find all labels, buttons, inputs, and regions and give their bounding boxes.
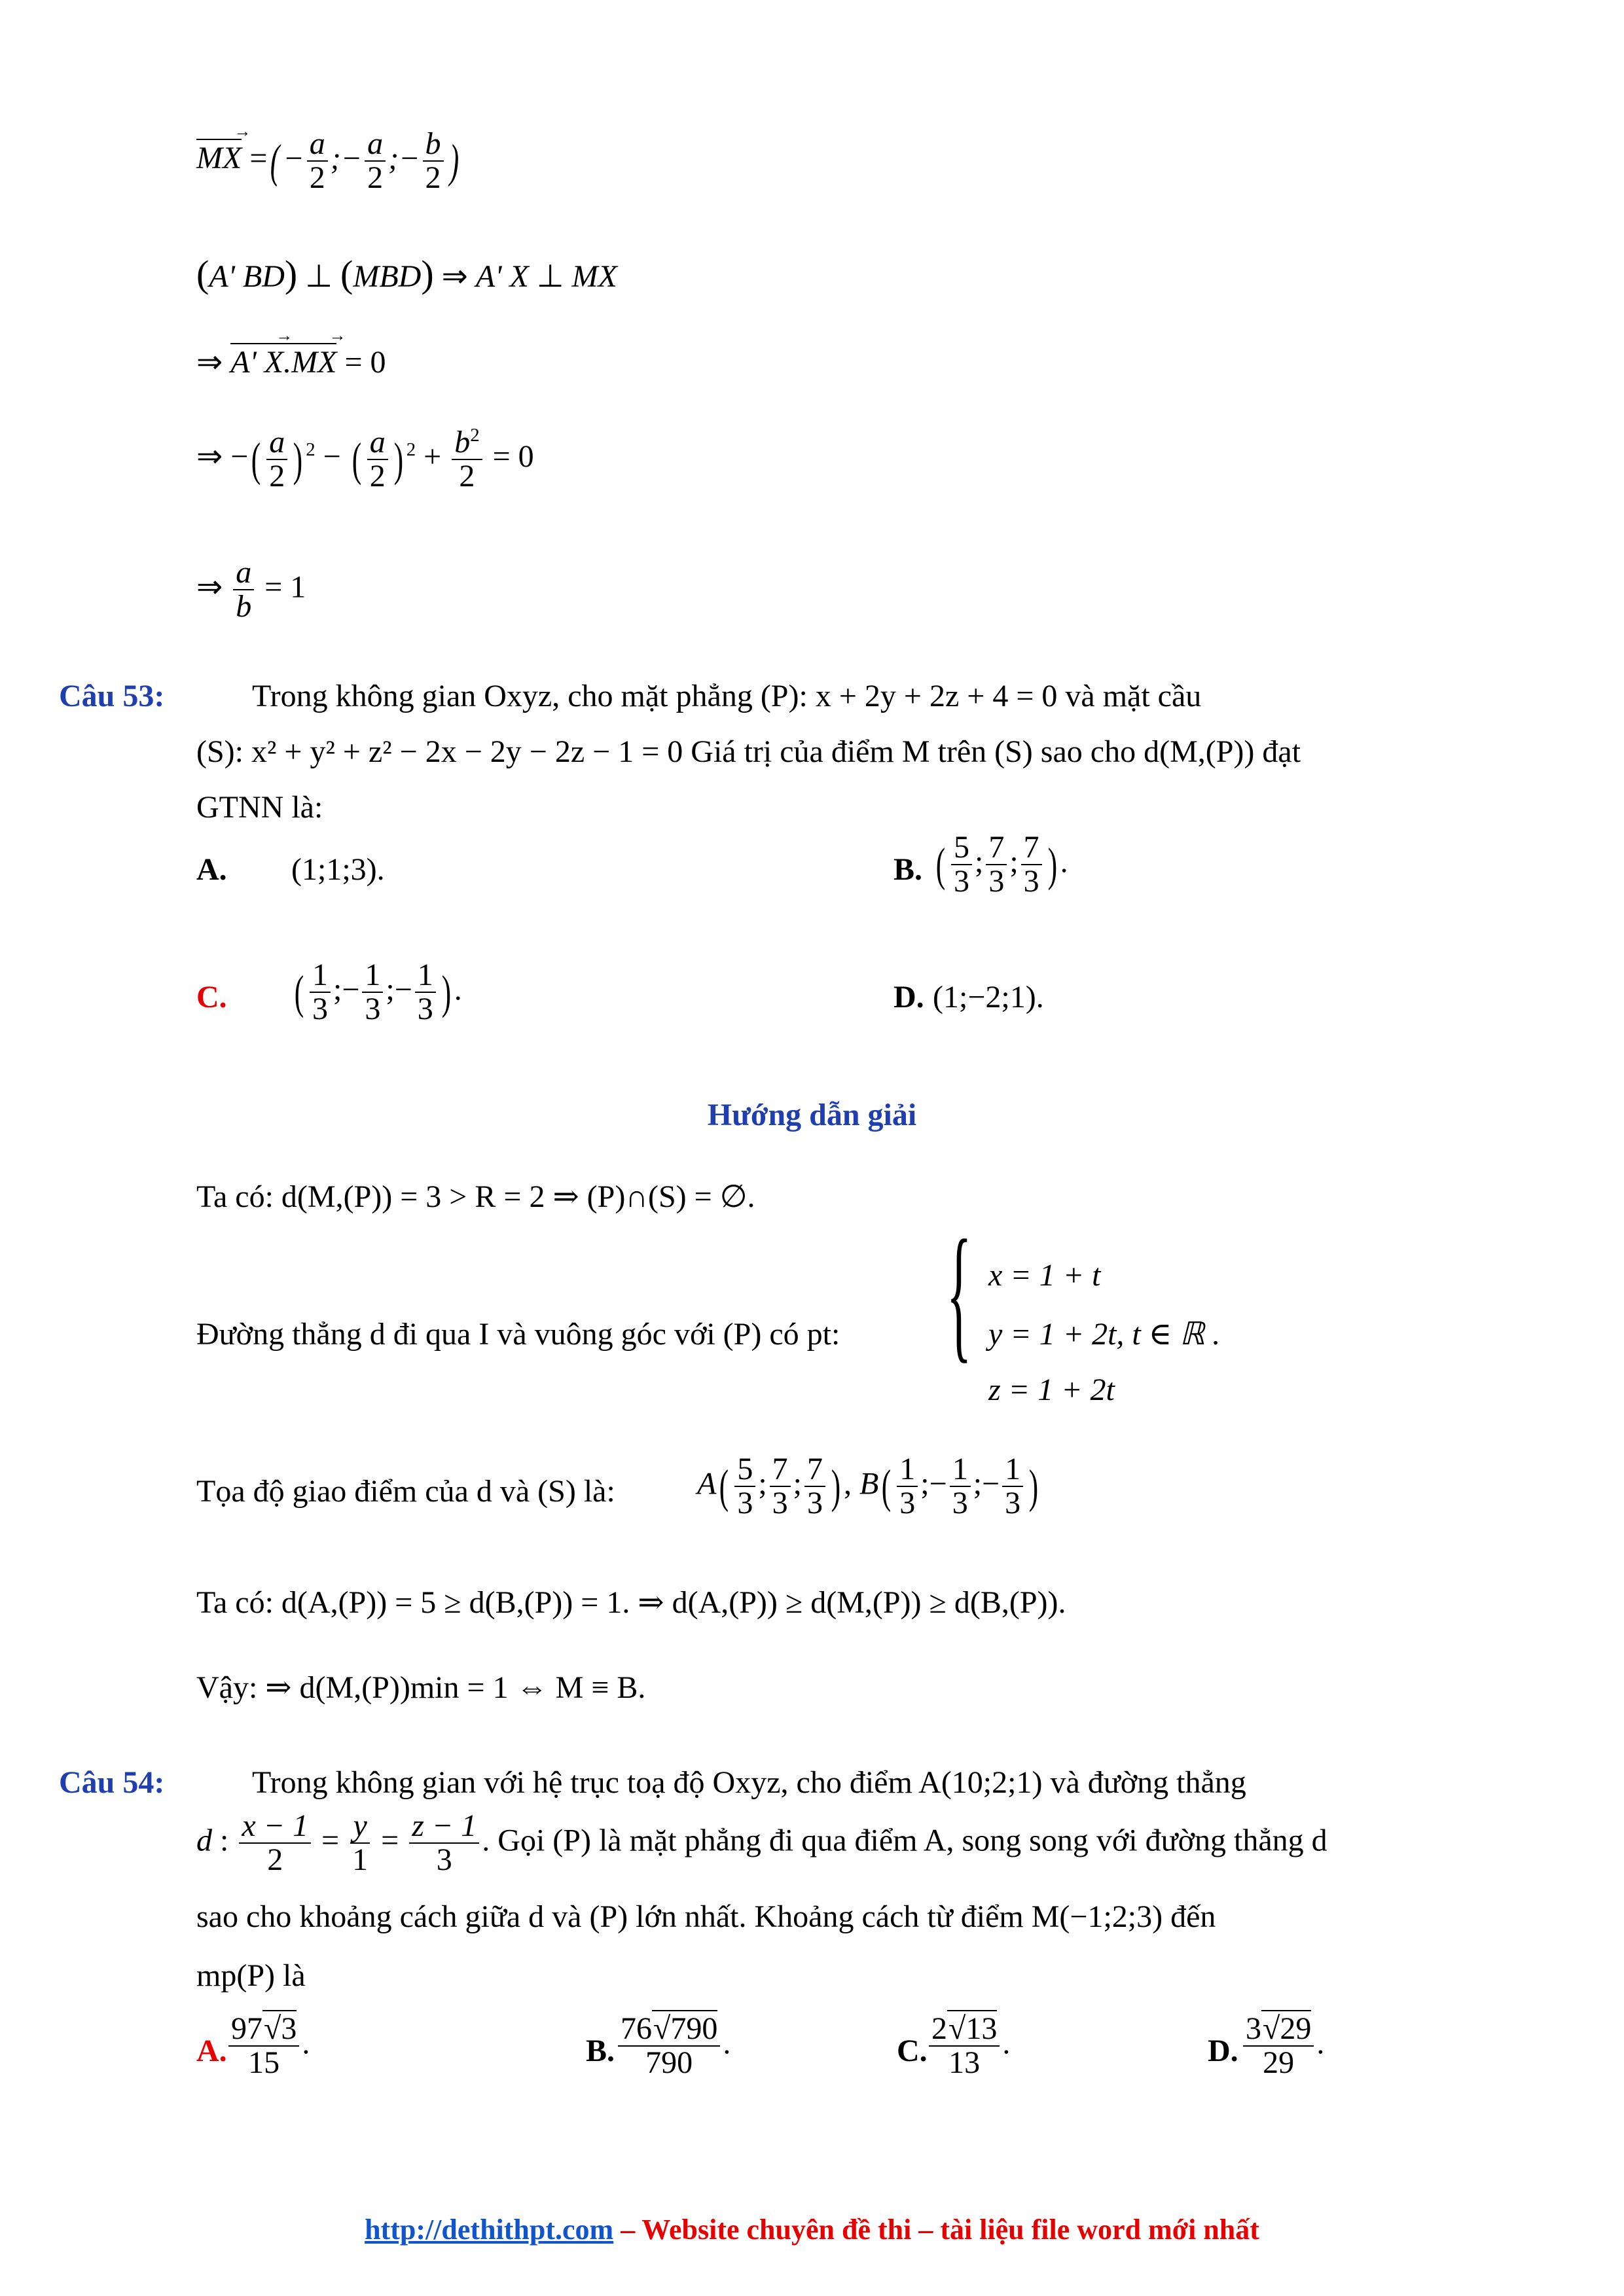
q53-option-c-label[interactable]: C. bbox=[196, 980, 227, 1014]
q54-option-b-value: $\frac{76√790}{790}$ . bbox=[615, 2013, 731, 2080]
q53-option-a-label[interactable]: A. bbox=[196, 852, 227, 887]
q54-option-d-label[interactable]: D. bbox=[1208, 2034, 1238, 2068]
question-53-label: Câu 53: bbox=[59, 679, 165, 713]
question-54-label: Câu 54: bbox=[59, 1765, 165, 1800]
question-54-text3: sao cho khoảng cách giữa d và (P) lớn nhất. Khoảng cách từ điểm M(−1;2;3) đến bbox=[196, 1899, 1216, 1934]
q53-option-d-label[interactable]: D. bbox=[893, 980, 924, 1014]
q54-option-a-value: $\frac{97√3}{15}$ . bbox=[226, 2013, 310, 2080]
eq-expanded: ⇒ −( $\frac{a}{2}$ ) $^2$ − ( $\frac{a}{2}$ ) $^2$ + $\frac{b^2}{2}$ = 0 bbox=[196, 424, 534, 494]
q53-option-c-value: ( $\frac{1}{3}$ ;− $\frac{1}{3}$ ;− $\frac{1}{3}$ ). bbox=[294, 958, 462, 1027]
footer bbox=[0, 2215, 1624, 2244]
solution-heading: Hướng dẫn giải bbox=[707, 1098, 917, 1132]
q54-option-c-value: $\frac{2√13}{13}$ . bbox=[926, 2013, 1010, 2080]
solution-line-3-points: A( $\frac{5}{3}$ ; $\frac{7}{3}$ ; $\frac{7}{3}$ ), B( $\frac{1}{3}$ ;− $\frac{1}{3}$ ;− $\frac{1}{3}$ ) bbox=[697, 1452, 1039, 1521]
footer-tagline: – Website chuyên đề thi – tài liệu file word mới nhất bbox=[613, 2214, 1259, 2246]
question-53-text2: (S): x² + y² + z² − 2x − 2y − 2z − 1 = 0 Giá trị của điểm M trên (S) sao cho d(M,(P)) đạt bbox=[196, 734, 1301, 769]
q53-option-d-value: (1;−2;1). bbox=[933, 980, 1044, 1014]
question-54-text2: . Gọi (P) là mặt phẳng đi qua điểm A, song song với đường thẳng d bbox=[482, 1823, 1327, 1858]
q53-option-a-value: (1;1;3). bbox=[291, 852, 385, 887]
solution-line-4: Ta có: d(A,(P)) = 5 ≥ d(B,(P)) = 1. ⇒ d(A,(P)) ≥ d(M,(P)) ≥ d(B,(P)). bbox=[196, 1585, 1066, 1620]
eq-ratio: ⇒ $\frac{a}{b}$ = 1 bbox=[196, 555, 306, 624]
eq-planes-perp: (A' BD) ⊥ (MBD) ⇒ A' X ⊥ MX bbox=[196, 253, 617, 295]
question-54-text: Trong không gian với hệ trục toạ độ Oxyz, cho điểm A(10;2;1) và đường thẳng bbox=[252, 1765, 1246, 1800]
eq-mx-vector: → MX =(− $\frac{a}{2}$ ;− $\frac{a}{2}$ ;− $\frac{b}{2}$ ) bbox=[196, 128, 462, 195]
q54-option-c-label[interactable]: C. bbox=[897, 2034, 928, 2068]
q54-option-b-label[interactable]: B. bbox=[586, 2034, 615, 2068]
eq-dot-product: ⇒ → A' X→ .MX = 0 bbox=[196, 347, 386, 378]
question-54-text4: mp(P) là bbox=[196, 1958, 306, 1993]
question-53-text3: GTNN là: bbox=[196, 790, 323, 825]
q53-option-b-value: ( $\frac{5}{3}$ ; $\frac{7}{3}$ ; $\frac{7}{3}$ ). bbox=[935, 830, 1068, 899]
solution-line-3: Tọa độ giao điểm của d và (S) là: bbox=[196, 1474, 615, 1509]
q53-option-b-label[interactable]: B. bbox=[893, 852, 923, 887]
footer-link[interactable]: http://dethithpt.com bbox=[365, 2214, 614, 2246]
solution-line-2: Đường thẳng d đi qua I và vuông góc với (P) có pt: bbox=[196, 1317, 840, 1352]
question-53-text: Trong không gian Oxyz, cho mặt phẳng (P): x + 2y + 2z + 4 = 0 và mặt cầu bbox=[252, 679, 1202, 713]
solution-line-5: Vậy: ⇒ d(M,(P))min = 1 ⇔ M ≡ B. bbox=[196, 1670, 646, 1705]
solution-line-1: Ta có: d(M,(P)) = 3 > R = 2 ⇒ (P)∩(S) = ∅. bbox=[196, 1179, 755, 1214]
q54-option-a-label[interactable]: A. bbox=[196, 2034, 227, 2068]
question-54-line-d: d : $\frac{x - 1}{2}$ = $\frac{y}{1}$ = $\frac{z - 1}{3}$ . Gọi (P) là mặt phẳng đi qua điểm A, song song với đường thẳng d bbox=[196, 1808, 1327, 1878]
q54-option-d-value: $\frac{3√29}{29}$ . bbox=[1240, 2013, 1324, 2080]
